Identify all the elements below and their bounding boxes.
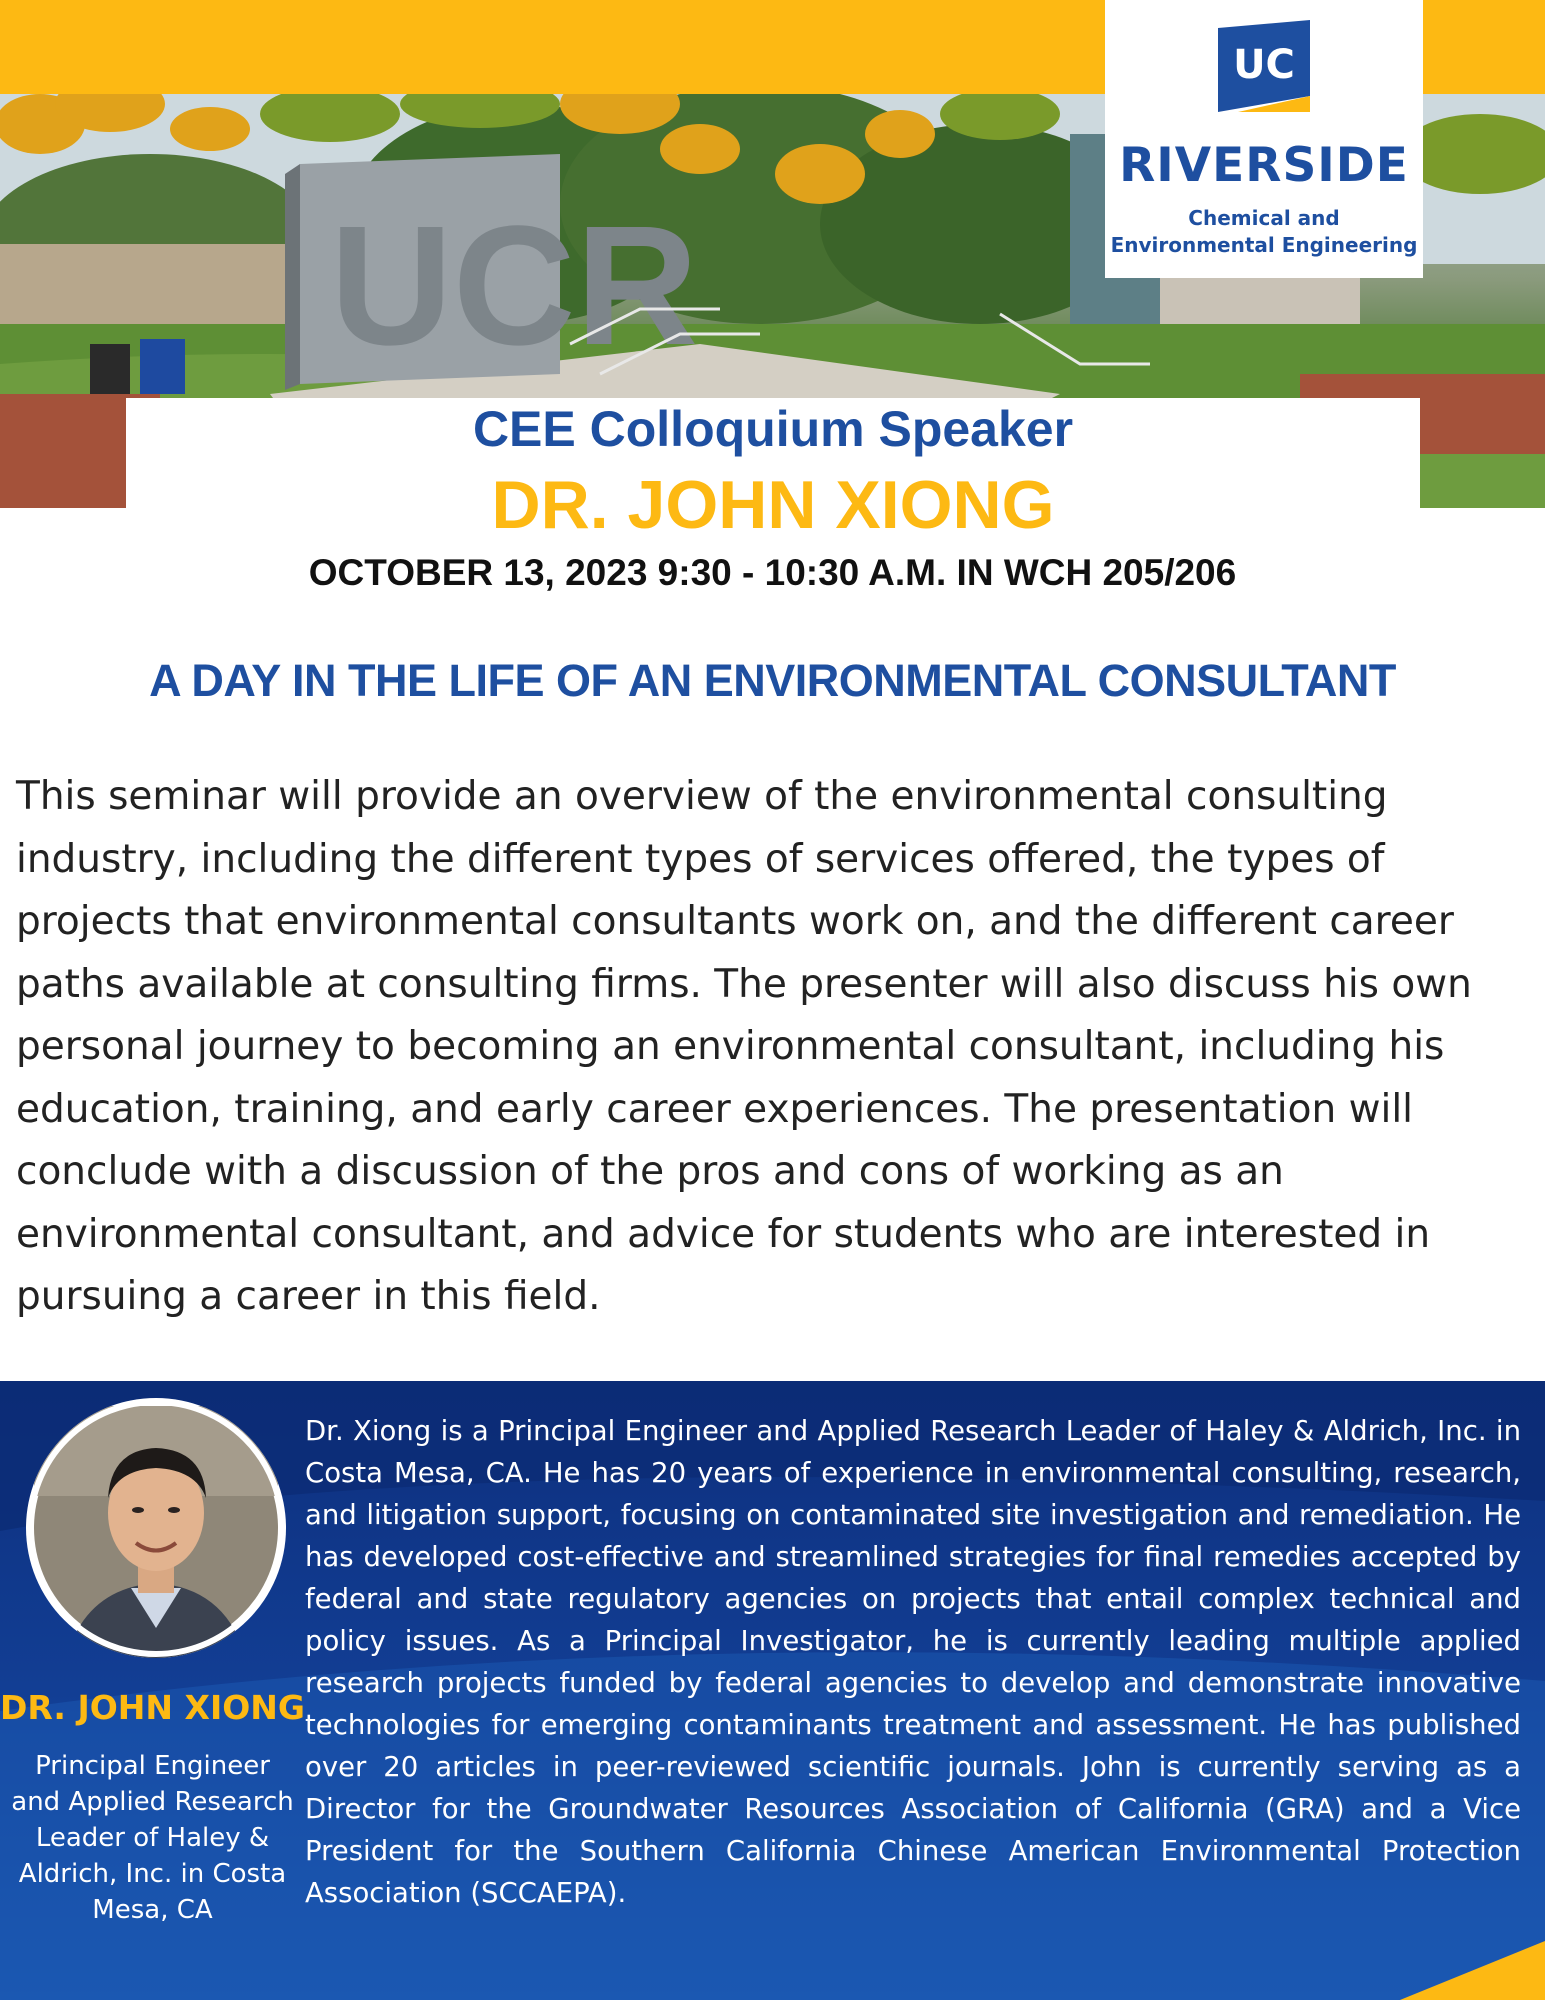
ucr-sign-text: UCR — [330, 191, 699, 381]
bio-text: Dr. Xiong is a Principal Engineer and Applied Research Leader of Haley & Aldrich, Inc. in Costa Mesa, CA. He has 20 years of experience in environmental consulting, research, and litigation support, focusing on contaminated site investigation and remediation. He has developed cost-effective and streamlined strategies for final remedies accepted by federal and state regulatory agencies on projects that entail complex technical and policy issues. As a Principal Investigator, he is currently leading multiple applied research projects funded by federal agencies to develop and demonstrate innovative technologies for emerging contaminants treatment and assessment. He has published over 20 articles in peer-reviewed scientific journals. John is currently serving as a Director for the Groundwater Resources Association of California (GRA) and a Vice President for the Southern California Chinese American Environmental Protection Association (SCCAEPA). — [305, 1415, 1521, 1909]
date-time-location: OCTOBER 13, 2023 9:30 - 10:30 A.M. IN WCH 205/206 — [308, 552, 1237, 593]
uc-logo-mark — [1218, 20, 1310, 112]
bio-speaker-role: Principal Engineer and Applied Research Leader of Haley & Aldrich, Inc. in Costa Mesa, CA — [11, 1751, 294, 1925]
uc-letters: UC — [1233, 42, 1295, 88]
talk-abstract: This seminar will provide an overview of the environmental consulting industry, including the different types of services offered, the types of projects that environmental consultants work on, and the different career paths available at consulting firms. The presenter will also discuss his own personal journey to becoming an environmental consultant, including his education, training, and early career experiences. The presentation will conclude with a discussion of the pros and cons of working as an environmental consultant, and advice for students who are interested in pursuing a career in this field. — [16, 774, 1472, 1319]
subtitle: CEE Colloquium Speaker — [472, 401, 1074, 457]
speaker-name: DR. JOHN XIONG — [491, 467, 1055, 543]
bio-speaker-name: DR. JOHN XIONG — [0, 1688, 305, 1727]
ucr-logo — [1105, 0, 1423, 278]
logo-riverside: RIVERSIDE — [1119, 138, 1409, 193]
speaker-headshot — [26, 1398, 286, 1658]
talk-title: A DAY IN THE LIFE OF AN ENVIRONMENTAL CONSULTANT — [149, 655, 1396, 706]
logo-department: Chemical and Environmental Engineering — [1110, 206, 1418, 257]
